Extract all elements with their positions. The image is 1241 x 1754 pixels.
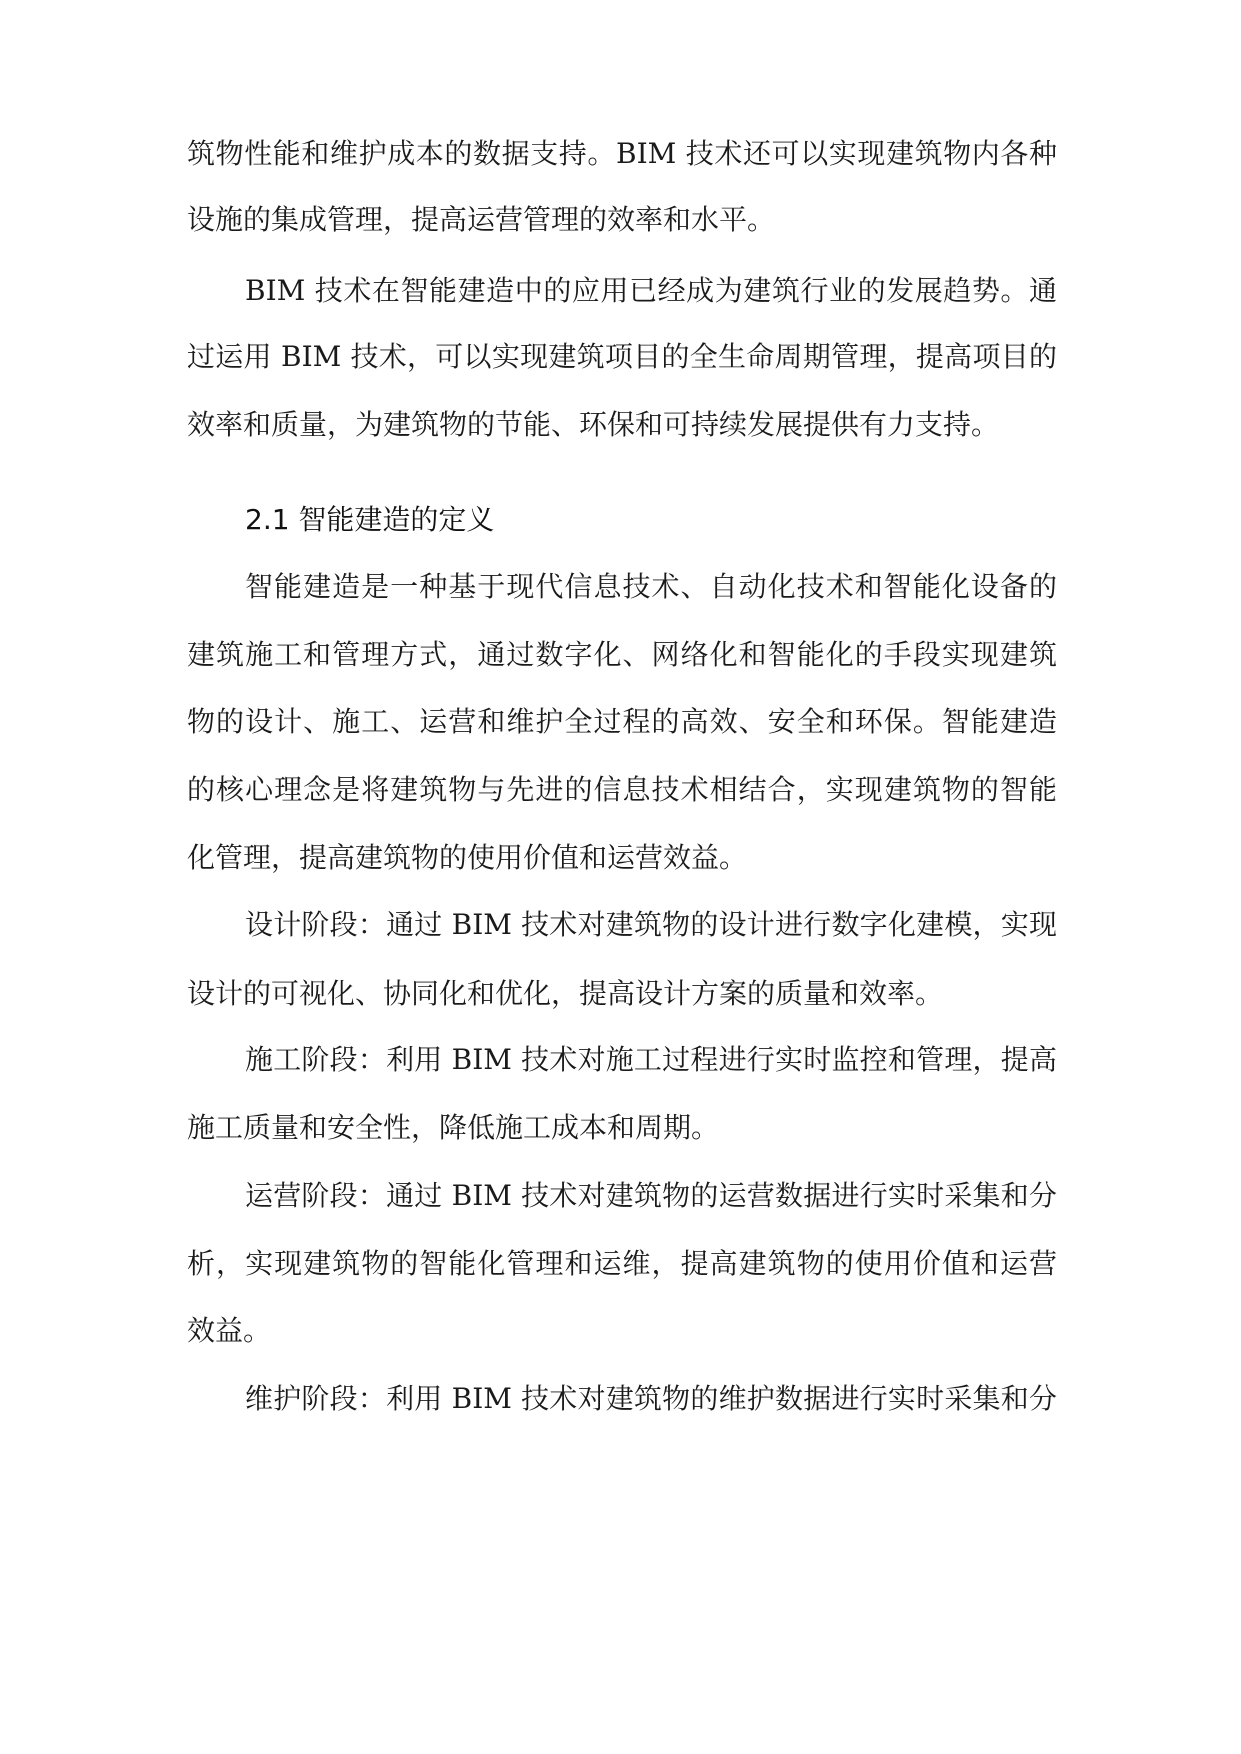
- paragraph-line: 设施的集成管理，提高运营管理的效率和水平。: [187, 203, 776, 236]
- paragraph-line: BIM 技术在智能建造中的应用已经成为建筑行业的发展趋势。通: [245, 274, 1057, 307]
- paragraph-line: 的核心理念是将建筑物与先进的信息技术相结合，实现建筑物的智能: [187, 773, 1057, 806]
- paragraph-line: 析，实现建筑物的智能化管理和运维，提高建筑物的使用价值和运营: [187, 1247, 1057, 1280]
- paragraph-line: 施工质量和安全性，降低施工成本和周期。: [187, 1111, 720, 1144]
- paragraph-line: 施工阶段：利用 BIM 技术对施工过程进行实时监控和管理，提高: [245, 1043, 1057, 1076]
- paragraph-line: 设计阶段：通过 BIM 技术对建筑物的设计进行数字化建模，实现: [245, 908, 1057, 941]
- paragraph-line: 维护阶段：利用 BIM 技术对建筑物的维护数据进行实时采集和分: [245, 1382, 1057, 1415]
- paragraph-line: 过运用 BIM 技术，可以实现建筑项目的全生命周期管理，提高项目的: [187, 340, 1057, 373]
- paragraph-line: 智能建造是一种基于现代信息技术、自动化技术和智能化设备的: [245, 570, 1057, 603]
- paragraph-line: 化管理，提高建筑物的使用价值和运营效益。: [187, 841, 748, 874]
- paragraph-line: 运营阶段：通过 BIM 技术对建筑物的运营数据进行实时采集和分: [245, 1179, 1057, 1212]
- paragraph-line: 建筑施工和管理方式，通过数字化、网络化和智能化的手段实现建筑: [187, 638, 1057, 671]
- paragraph-line: 物的设计、施工、运营和维护全过程的高效、安全和环保。智能建造: [187, 705, 1057, 738]
- paragraph-line: 效率和质量，为建筑物的节能、环保和可持续发展提供有力支持。: [187, 408, 1000, 441]
- section-heading: 2.1 智能建造的定义: [245, 503, 495, 536]
- paragraph-line: 设计的可视化、协同化和优化，提高设计方案的质量和效率。: [187, 977, 944, 1010]
- paragraph-line: 效益。: [187, 1314, 272, 1347]
- paragraph-line: 筑物性能和维护成本的数据支持。BIM 技术还可以实现建筑物内各种: [187, 137, 1057, 170]
